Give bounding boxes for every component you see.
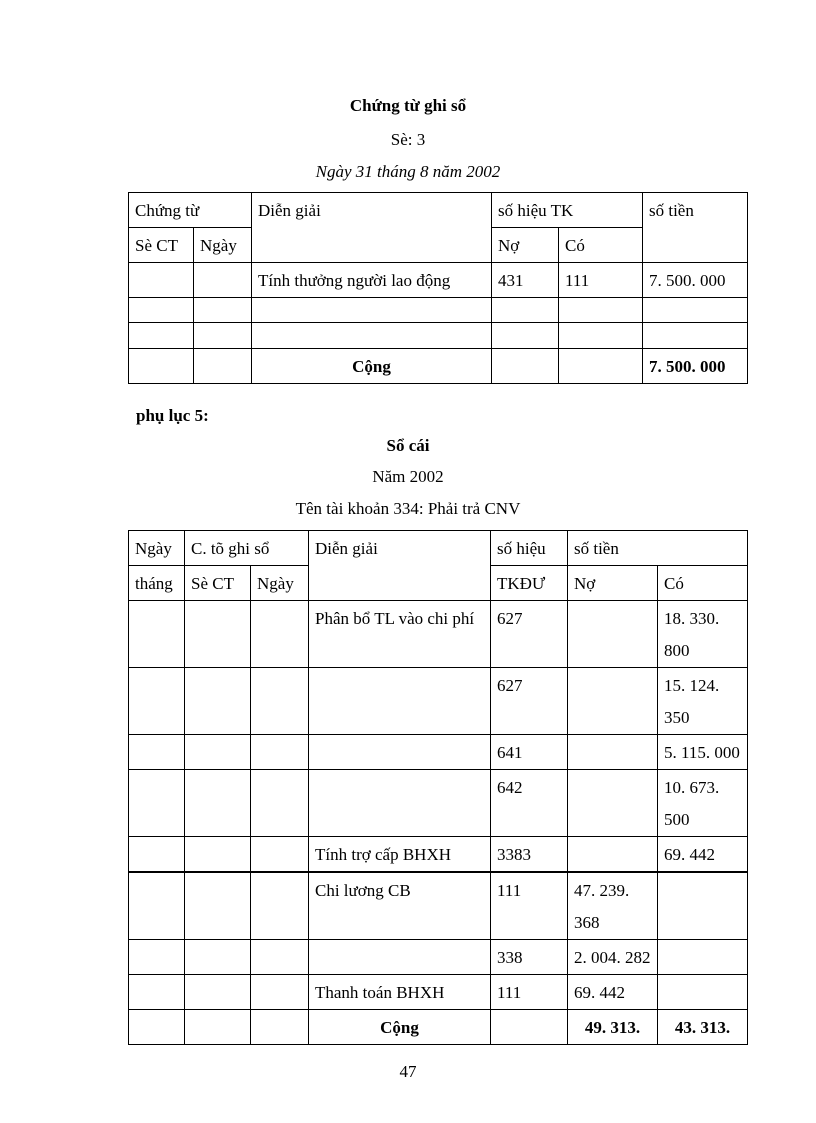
cell-no <box>492 323 559 349</box>
cell-dien-giai: Thanh toán BHXH <box>309 975 491 1010</box>
cell-no <box>568 601 658 668</box>
cell-dien-giai: Tính thưởng người lao động <box>252 263 492 298</box>
cell-co <box>658 975 748 1010</box>
total-row <box>129 349 748 384</box>
cell-dien-giai <box>309 770 491 837</box>
cell-dien-giai <box>309 735 491 770</box>
cell-tkdu: 627 <box>491 601 568 668</box>
header-dien-giai: Diễn giải <box>309 531 491 601</box>
cell-no: 431 <box>492 263 559 298</box>
header-so-ct: Sè CT <box>129 228 194 263</box>
table-row <box>129 975 748 1010</box>
cell-no <box>568 770 658 837</box>
table-row <box>129 298 748 323</box>
header-so-hieu-tk: số hiệu TK <box>492 193 643 228</box>
cell-empty <box>129 1010 185 1045</box>
voucher-date: Ngày 31 tháng 8 năm 2002 <box>315 162 501 181</box>
ledger-account: Tên tài khoản 334: Phải trả CNV <box>295 499 521 518</box>
cell-ngay <box>194 263 252 298</box>
cell-empty <box>251 668 309 735</box>
cell-so-tien <box>643 298 748 323</box>
cell-empty <box>559 349 643 384</box>
cell-empty <box>129 735 185 770</box>
cell-no <box>568 837 658 873</box>
cell-so-ct <box>129 323 194 349</box>
total-no: 49. 313. <box>568 1010 658 1045</box>
cell-so-tien <box>643 323 748 349</box>
cell-empty <box>492 349 559 384</box>
header-no: Nợ <box>492 228 559 263</box>
cell-empty <box>129 975 185 1010</box>
cell-co <box>559 323 643 349</box>
table-row <box>129 940 748 975</box>
cell-empty <box>251 975 309 1010</box>
total-label: Cộng <box>252 349 492 384</box>
table-row <box>129 735 748 770</box>
cell-empty <box>251 770 309 837</box>
cell-empty <box>185 837 251 873</box>
cell-co: 5. 115. 000 <box>658 735 748 770</box>
cell-empty <box>251 735 309 770</box>
header-ngay: Ngày <box>194 228 252 263</box>
cell-so-ct <box>129 263 194 298</box>
cell-tkdu: 111 <box>491 975 568 1010</box>
cell-empty <box>129 668 185 735</box>
cell-dien-giai <box>252 323 492 349</box>
cell-dien-giai: Tính trợ cấp BHXH <box>309 837 491 873</box>
cell-tkdu: 642 <box>491 770 568 837</box>
cell-co: 15. 124. 350 <box>658 668 748 735</box>
cell-dien-giai <box>309 940 491 975</box>
cell-tkdu: 338 <box>491 940 568 975</box>
cell-dien-giai <box>252 298 492 323</box>
cell-empty <box>185 601 251 668</box>
cell-co <box>658 940 748 975</box>
total-co: 43. 313. <box>658 1010 748 1045</box>
cell-empty <box>251 940 309 975</box>
total-label: Cộng <box>309 1010 491 1045</box>
cell-empty <box>185 735 251 770</box>
table-row <box>129 668 748 735</box>
header-co: Có <box>658 566 748 601</box>
cell-empty <box>185 668 251 735</box>
cell-ngay <box>194 298 252 323</box>
cell-empty <box>194 349 252 384</box>
header-ngay-2: Ngày <box>251 566 309 601</box>
table-row <box>129 837 748 873</box>
cell-no: 2. 004. 282 <box>568 940 658 975</box>
header-so-hieu: số hiệu <box>491 531 568 566</box>
header-chung-tu: Chứng từ <box>129 193 252 228</box>
cell-empty <box>129 940 185 975</box>
header-thang: tháng <box>129 566 185 601</box>
cell-empty <box>185 770 251 837</box>
cell-tkdu: 111 <box>491 872 568 940</box>
header-ngay: Ngày <box>129 531 185 566</box>
cell-empty <box>129 349 194 384</box>
header-dien-giai: Diễn giải <box>252 193 492 263</box>
cell-no <box>568 735 658 770</box>
header-no: Nợ <box>568 566 658 601</box>
cell-so-ct <box>129 298 194 323</box>
cell-empty <box>491 1010 568 1045</box>
total-amount: 7. 500. 000 <box>643 349 748 384</box>
ledger-title: Sổ cái <box>386 436 430 455</box>
cell-dien-giai: Phân bổ TL vào chi phí <box>309 601 491 668</box>
cell-no: 69. 442 <box>568 975 658 1010</box>
header-c-to-ghi-so: C. tõ ghi sổ <box>185 531 309 566</box>
voucher-title: Chứng từ ghi sổ <box>349 96 467 115</box>
page-number: 47 <box>399 1062 417 1081</box>
cell-empty <box>251 601 309 668</box>
cell-co: 69. 442 <box>658 837 748 873</box>
cell-so-tien: 7. 500. 000 <box>643 263 748 298</box>
table-row <box>129 263 748 298</box>
total-row <box>129 1010 748 1045</box>
cell-empty <box>185 872 251 940</box>
cell-empty <box>185 975 251 1010</box>
voucher-number: Sè: 3 <box>390 130 426 149</box>
cell-tkdu: 627 <box>491 668 568 735</box>
voucher-table <box>128 192 748 384</box>
header-co: Có <box>559 228 643 263</box>
table-row <box>129 323 748 349</box>
appendix-label: phụ lục 5: <box>136 406 209 425</box>
header-so-tien: số tiền <box>568 531 748 566</box>
header-so-tien: số tiền <box>643 193 748 263</box>
cell-co: 10. 673. 500 <box>658 770 748 837</box>
ledger-year: Năm 2002 <box>372 467 444 486</box>
cell-dien-giai: Chi lương CB <box>309 872 491 940</box>
cell-empty <box>185 1010 251 1045</box>
cell-empty <box>129 770 185 837</box>
cell-no <box>568 668 658 735</box>
cell-ngay <box>194 323 252 349</box>
cell-empty <box>251 872 309 940</box>
cell-empty <box>129 872 185 940</box>
table-row <box>129 872 748 940</box>
cell-no: 47. 239. 368 <box>568 872 658 940</box>
cell-co: 111 <box>559 263 643 298</box>
cell-empty <box>129 837 185 873</box>
header-tkdu: TKĐƯ <box>491 566 568 601</box>
cell-empty <box>185 940 251 975</box>
cell-co <box>658 872 748 940</box>
cell-empty <box>129 601 185 668</box>
cell-co <box>559 298 643 323</box>
cell-tkdu: 3383 <box>491 837 568 873</box>
ledger-table <box>128 530 748 1045</box>
table-row <box>129 601 748 668</box>
header-se-ct: Sè CT <box>185 566 251 601</box>
cell-tkdu: 641 <box>491 735 568 770</box>
cell-empty <box>251 837 309 873</box>
table-row <box>129 770 748 837</box>
cell-co: 18. 330. 800 <box>658 601 748 668</box>
cell-dien-giai <box>309 668 491 735</box>
cell-no <box>492 298 559 323</box>
cell-empty <box>251 1010 309 1045</box>
